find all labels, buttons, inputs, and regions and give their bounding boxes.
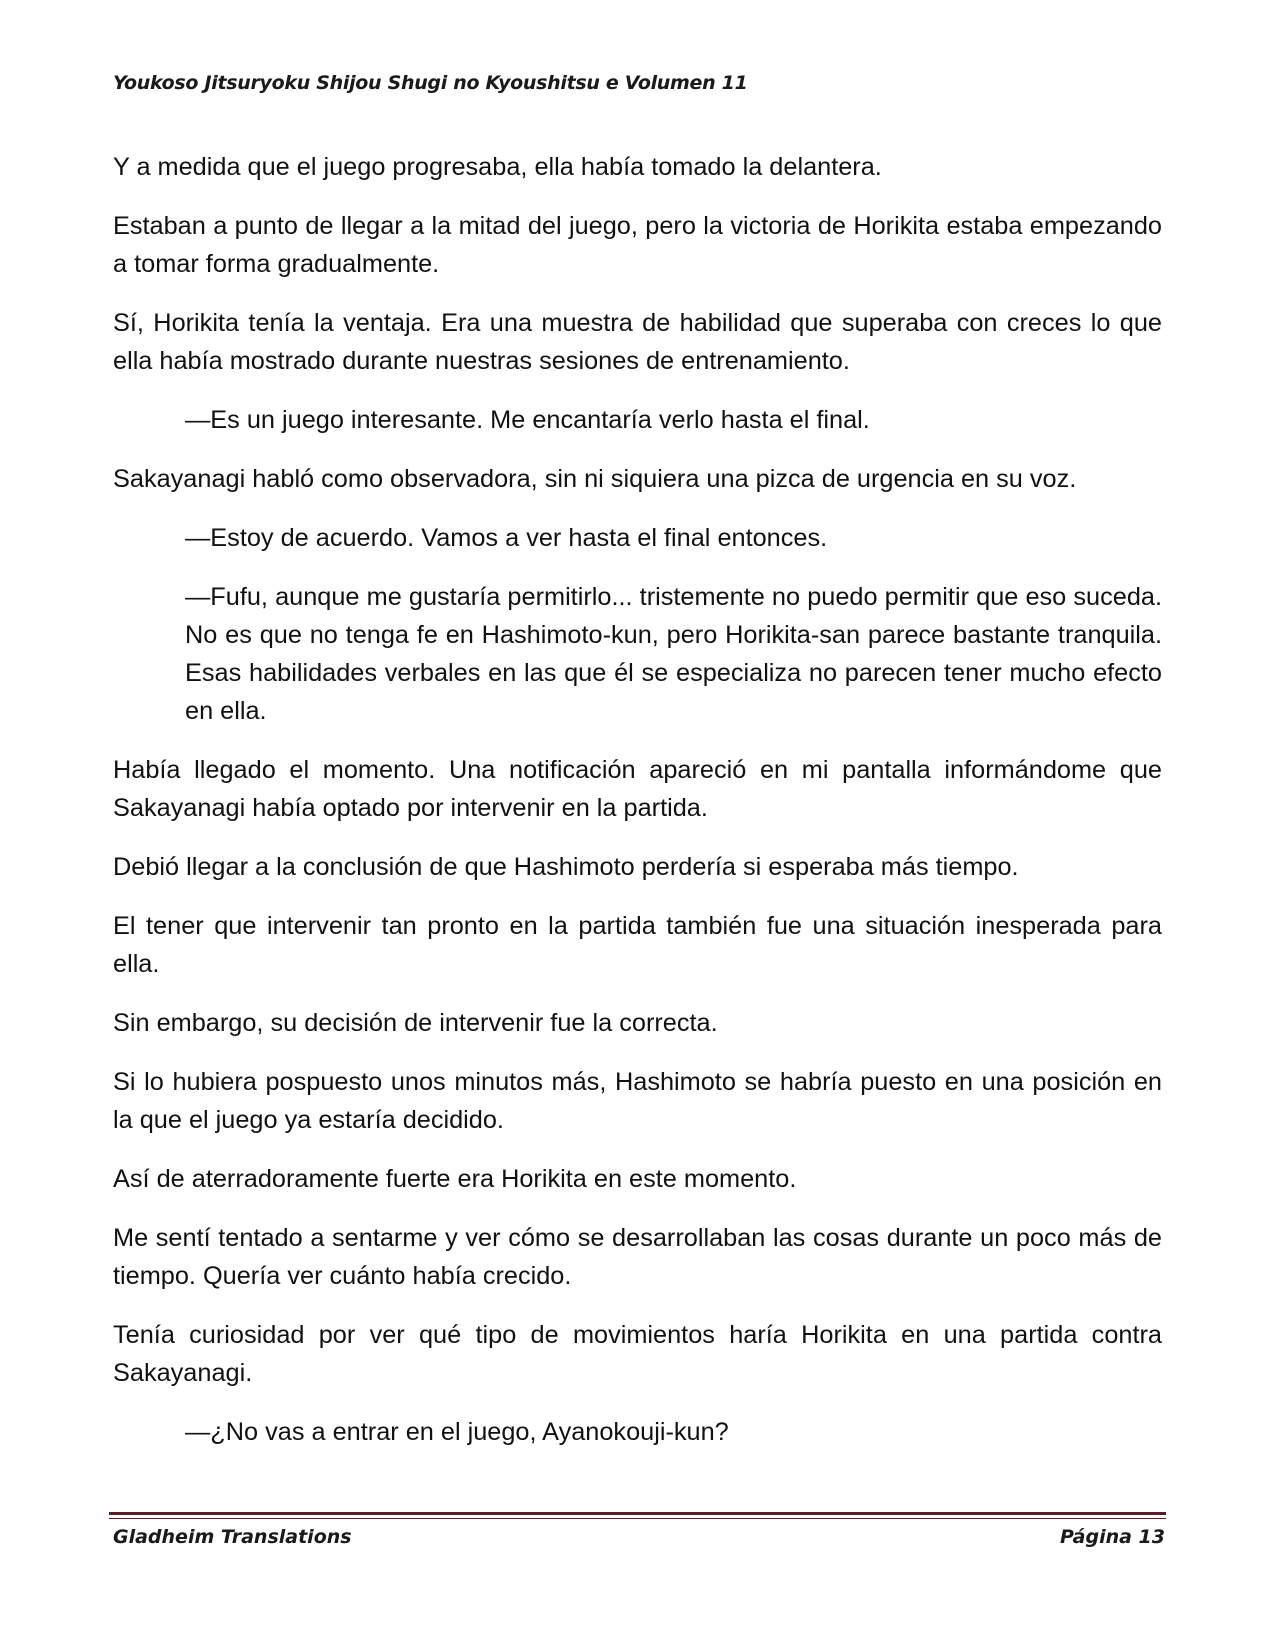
paragraph: Tenía curiosidad por ver qué tipo de movimientos haría Horikita en una partida contra Sakayanagi.: [113, 1321, 1162, 1387]
paragraph: Había llegado el momento. Una notificación apareció en mi pantalla informándome que Sakayanagi había optado por intervenir en la partida.: [113, 756, 1162, 822]
page-header-title: Youkoso Jitsuryoku Shijou Shugi no Kyoushitsu e Volumen 11: [113, 72, 748, 94]
paragraph: Sin embargo, su decisión de intervenir fue la correcta.: [113, 1009, 718, 1037]
footer-page-number: Página 13: [1059, 1526, 1165, 1548]
page-body: [113, 148, 1162, 1472]
paragraph: Debió llegar a la conclusión de que Hashimoto perdería si esperaba más tiempo.: [113, 853, 1019, 881]
paragraph: Y a medida que el juego progresaba, ella había tomado la delantera.: [113, 153, 882, 181]
paragraph: El tener que intervenir tan pronto en la partida también fue una situación inesperada para ella.: [113, 912, 1162, 978]
paragraph: Estaban a punto de llegar a la mitad del juego, pero la victoria de Horikita estaba empezando a tomar forma gradualmente.: [113, 212, 1162, 278]
paragraph: Sí, Horikita tenía la ventaja. Era una muestra de habilidad que superaba con creces lo que ella había mostrado durante nuestras sesiones de entrenamiento.: [113, 309, 1162, 375]
paragraph: Así de aterradoramente fuerte era Horikita en este momento.: [113, 1165, 797, 1193]
dialogue-paragraph: —Estoy de acuerdo. Vamos a ver hasta el final entonces.: [185, 524, 828, 552]
paragraph: Me sentí tentado a sentarme y ver cómo se desarrollaban las cosas durante un poco más de tiempo. Quería ver cuánto había crecido.: [113, 1224, 1162, 1290]
footer-divider-thin: [109, 1518, 1166, 1519]
dialogue-paragraph: —Fufu, aunque me gustaría permitirlo... tristemente no puedo permitir que eso suceda. No es que no tenga fe en Hashimoto-kun, pero Horikita-san parece bastante tranquila. Esas habilidades verbales en las que él se especializa no parecen tener mucho efecto en ella.: [185, 583, 1162, 725]
footer-translator-credit: Gladheim Translations: [113, 1526, 352, 1548]
footer-divider: [109, 1512, 1166, 1515]
dialogue-paragraph: —¿No vas a entrar en el juego, Ayanokouji-kun?: [185, 1418, 729, 1446]
paragraph: Sakayanagi habló como observadora, sin ni siquiera una pizca de urgencia en su voz.: [113, 465, 1077, 493]
dialogue-paragraph: —Es un juego interesante. Me encantaría verlo hasta el final.: [185, 406, 870, 434]
paragraph: Si lo hubiera pospuesto unos minutos más, Hashimoto se habría puesto en una posición en la que el juego ya estaría decidido.: [113, 1068, 1162, 1134]
